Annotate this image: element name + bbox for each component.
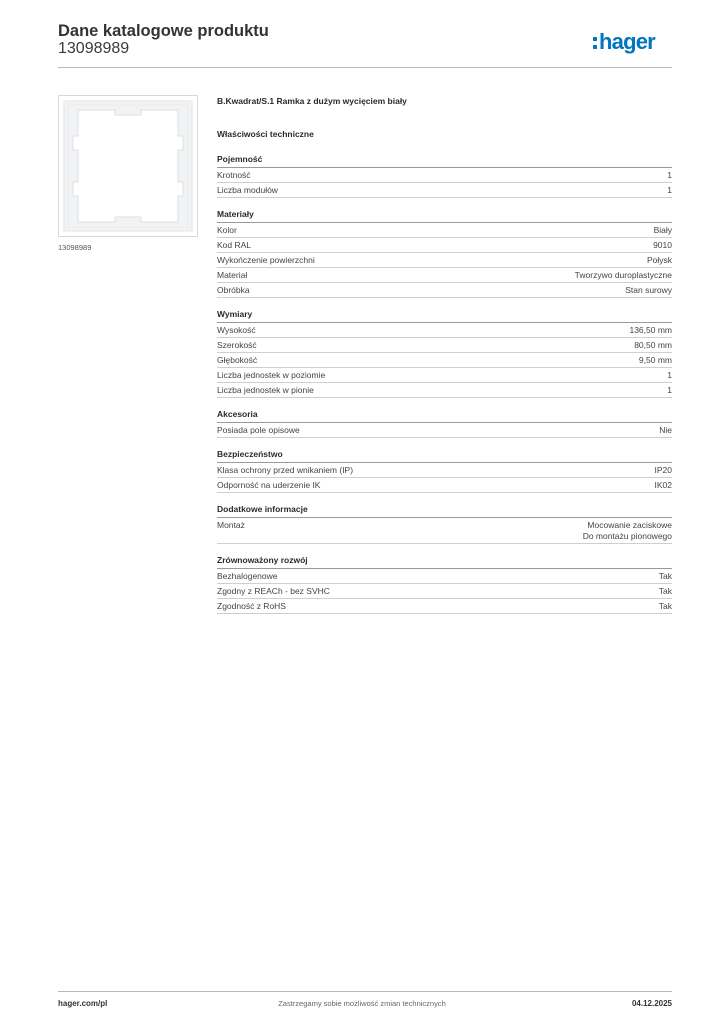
- table-row: [217, 463, 672, 478]
- table-row: [217, 183, 672, 198]
- section-safety: [217, 449, 672, 493]
- property-value: Nie: [659, 425, 672, 435]
- property-value: Tworzywo duroplastyczne: [574, 270, 672, 280]
- property-label: Krotność: [217, 170, 251, 180]
- footer-disclaimer: Zastrzegamy sobie możliwość zmian technicznych: [278, 999, 446, 1008]
- section-title: Pojemność: [217, 154, 672, 168]
- footer-date: 04.12.2025: [631, 999, 672, 1008]
- hager-logo[interactable]: [592, 26, 672, 56]
- property-label: Materiał: [217, 270, 248, 280]
- property-value: 9010: [653, 240, 672, 250]
- table-row: [217, 569, 672, 584]
- table-row: [217, 353, 672, 368]
- table-row: [217, 478, 672, 493]
- footer-divider: [58, 991, 672, 992]
- property-label: Wysokość: [217, 325, 256, 335]
- section-title: Materiały: [217, 209, 672, 223]
- image-caption: 13098989: [58, 243, 92, 252]
- section-sustainability: [217, 555, 672, 614]
- property-label: Liczba jednostek w poziomie: [217, 370, 326, 380]
- property-value: IP20: [654, 465, 672, 475]
- property-label: Obróbka: [217, 285, 250, 295]
- section-title: Dodatkowe informacje: [217, 504, 672, 518]
- property-value: 1: [667, 185, 672, 195]
- product-number: 13098989: [58, 40, 130, 57]
- section-title: Bezpieczeństwo: [217, 449, 672, 463]
- property-label: Odporność na uderzenie IK: [217, 480, 321, 490]
- section-capacity: [217, 154, 672, 198]
- table-row: [217, 368, 672, 383]
- property-label: Zgodny z REACh - bez SVHC: [217, 586, 330, 596]
- property-value: Mocowanie zaciskowe Do montażu pionowego: [582, 520, 672, 541]
- property-label: Liczba modułów: [217, 185, 278, 195]
- section-accessories: [217, 409, 672, 438]
- table-row: [217, 584, 672, 599]
- product-image: [58, 95, 198, 237]
- property-label: Szerokość: [217, 340, 257, 350]
- section-title: Wymiary: [217, 309, 672, 323]
- section-title: Zrównoważony rozwój: [217, 555, 672, 569]
- property-label: Zgodność z RoHS: [217, 601, 286, 611]
- property-label: Bezhalogenowe: [217, 571, 278, 581]
- property-label: Głębokość: [217, 355, 258, 365]
- table-row: [217, 518, 672, 544]
- table-row: [217, 253, 672, 268]
- property-value: 1: [667, 170, 672, 180]
- table-row: [217, 423, 672, 438]
- property-label: Kolor: [217, 225, 237, 235]
- property-label: Kod RAL: [217, 240, 252, 250]
- property-value: IK02: [654, 480, 672, 490]
- property-value: Stan surowy: [625, 285, 672, 295]
- property-value: Tak: [658, 601, 672, 611]
- document-title: Dane katalogowe produktu: [58, 22, 269, 40]
- product-details: [217, 96, 672, 625]
- header-divider: [58, 67, 672, 68]
- table-row: [217, 383, 672, 398]
- section-additional-info: [217, 504, 672, 544]
- technical-properties-heading: Właściwości techniczne: [217, 129, 314, 139]
- property-label: Liczba jednostek w pionie: [217, 385, 314, 395]
- table-row: [217, 283, 672, 298]
- property-value: Tak: [658, 571, 672, 581]
- property-label: Posiada pole opisowe: [217, 425, 300, 435]
- table-row: [217, 599, 672, 614]
- table-row: [217, 338, 672, 353]
- table-row: [217, 323, 672, 338]
- property-label: Wykończenie powierzchni: [217, 255, 315, 265]
- frame-illustration: [59, 96, 197, 236]
- property-value: Biały: [653, 225, 672, 235]
- property-label: Klasa ochrony przed wnikaniem (IP): [217, 465, 354, 475]
- property-value: 1: [667, 370, 672, 380]
- property-label: Montaż: [217, 520, 245, 530]
- property-value: 9,50 mm: [638, 355, 672, 365]
- footer-website-link[interactable]: hager.com/pl: [58, 999, 108, 1008]
- section-materials: [217, 209, 672, 298]
- property-value: Tak: [658, 586, 672, 596]
- table-row: [217, 268, 672, 283]
- section-title: Akcesoria: [217, 409, 672, 423]
- property-value: Połysk: [646, 255, 672, 265]
- product-name: B.Kwadrat/S.1 Ramka z dużym wycięciem biały: [217, 96, 407, 106]
- property-value: 80,50 mm: [634, 340, 672, 350]
- table-row: [217, 168, 672, 183]
- property-value: 136,50 mm: [629, 325, 672, 335]
- table-row: [217, 223, 672, 238]
- property-value: 1: [667, 385, 672, 395]
- logo-wordmark: hager: [599, 29, 655, 54]
- section-dimensions: [217, 309, 672, 398]
- table-row: [217, 238, 672, 253]
